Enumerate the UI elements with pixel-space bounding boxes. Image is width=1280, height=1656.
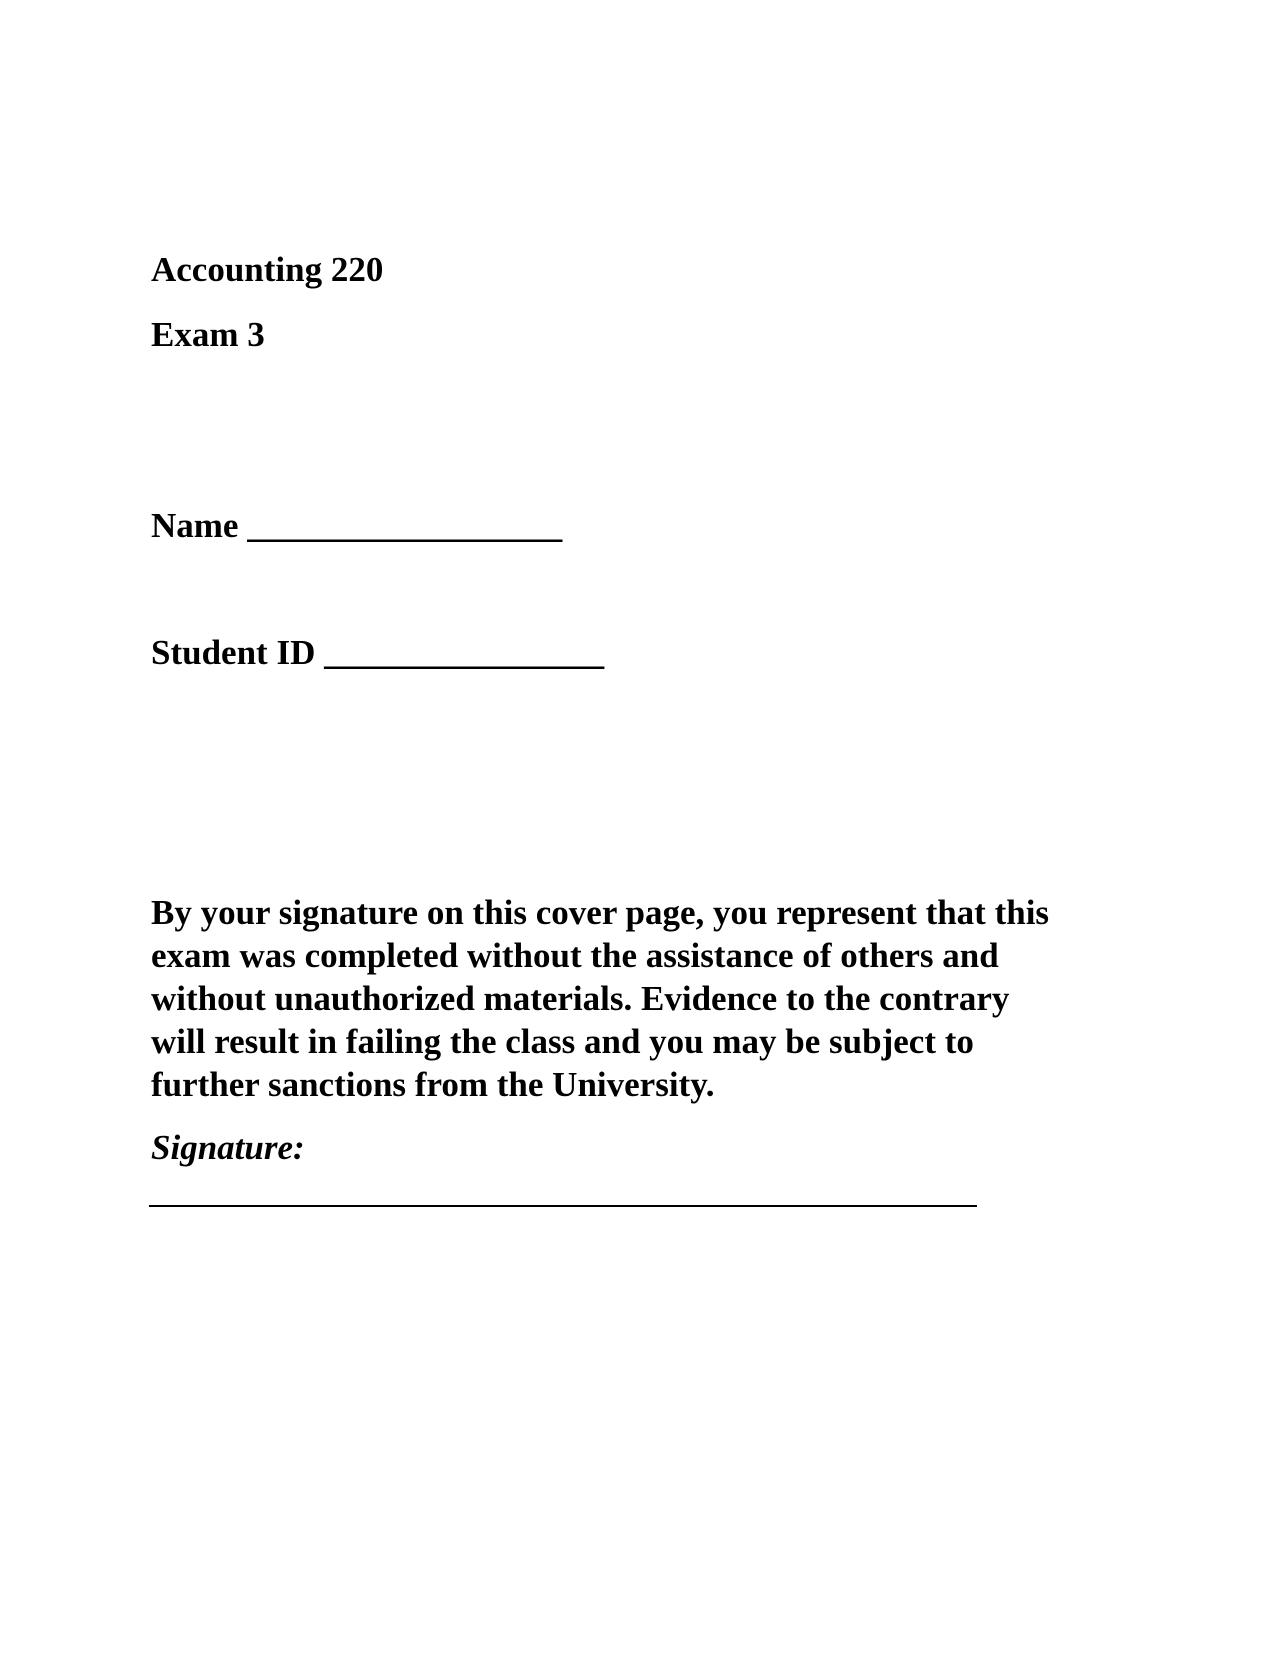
honor-statement: [151, 891, 1151, 1106]
name-label: Name: [151, 506, 239, 545]
statement-line: exam was completed without the assistance of others and: [151, 936, 999, 975]
signature-label: Signature:: [151, 1128, 305, 1167]
student-id-blank: ________________: [324, 633, 605, 672]
statement-line: further sanctions from the University.: [151, 1065, 715, 1104]
student-id-field: [151, 633, 604, 673]
course-title: Accounting 220: [151, 250, 384, 289]
student-id-label: Student ID: [151, 633, 316, 672]
signature-line: [149, 1205, 977, 1207]
statement-line: will result in failing the class and you may be subject to: [151, 1022, 974, 1061]
name-blank: __________________: [247, 506, 563, 545]
name-field: [151, 506, 562, 546]
statement-line: By your signature on this cover page, you represent that this: [151, 893, 1050, 932]
exam-title: Exam 3: [151, 315, 265, 354]
statement-line: without unauthorized materials. Evidence to the contrary: [151, 979, 1010, 1018]
